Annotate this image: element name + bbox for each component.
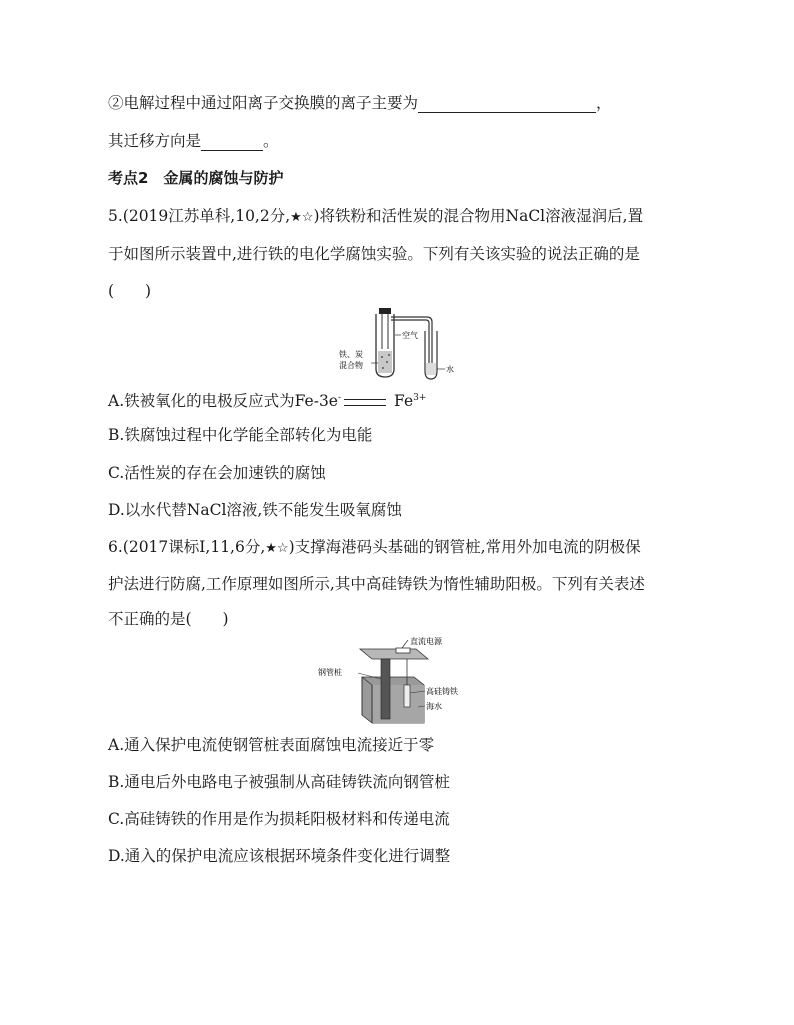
power-source-icon bbox=[396, 648, 410, 653]
connecting-tube bbox=[391, 317, 432, 369]
label-sea: 海水 bbox=[426, 702, 442, 711]
water bbox=[426, 363, 436, 375]
superscript-minus: - bbox=[337, 393, 342, 403]
q5-paren: ( ) bbox=[108, 282, 152, 300]
q6-source: 6.(2017课标Ⅰ,11,6分, bbox=[108, 538, 266, 556]
superscript-3plus: 3+ bbox=[413, 393, 427, 403]
equals-sign bbox=[344, 399, 386, 406]
stopper bbox=[379, 308, 391, 314]
answer-blank[interactable] bbox=[201, 134, 263, 151]
q6-stem-line3: 不正确的是( ) bbox=[108, 610, 229, 628]
label-mixture-2: 混合物 bbox=[339, 361, 363, 370]
difficulty-star-icon: ★☆ bbox=[265, 541, 289, 556]
q5-stem-a: )将铁粉和活性炭的混合物用NaCl溶液湿润后,置 bbox=[313, 207, 644, 225]
steel-pile bbox=[381, 659, 390, 719]
q6-option-c[interactable]: C.高硅铸铁的作用是作为损耗阳极材料和传递电流 bbox=[108, 810, 450, 828]
option-a-text: A.铁被氧化的电极反应式为Fe-3e bbox=[108, 392, 338, 411]
label-pile: 钢管桩 bbox=[318, 668, 342, 677]
fe-text: Fe bbox=[394, 392, 414, 411]
q-prev-line2-text: 其迁移方向是 bbox=[108, 132, 202, 150]
top-plate bbox=[360, 649, 428, 659]
q-prev-line1-text: ②电解过程中通过阳离子交换膜的离子主要为 bbox=[108, 94, 419, 112]
q5-option-a[interactable] bbox=[108, 388, 426, 411]
label-iron: 高硅铸铁 bbox=[426, 687, 458, 696]
q5-stem-line1 bbox=[108, 206, 643, 228]
q5-option-c[interactable]: C.活性炭的存在会加速铁的腐蚀 bbox=[108, 464, 326, 482]
difficulty-star-icon: ★☆ bbox=[290, 210, 314, 225]
q6-figure bbox=[318, 635, 498, 730]
q6-option-d[interactable]: D.通入的保护电流应该根据环境条件变化进行调整 bbox=[108, 847, 451, 865]
section-heading: 考点2 金属的腐蚀与防护 bbox=[108, 169, 284, 187]
q6-option-b[interactable]: B.通电后外电路电子被强制从高硅铸铁流向钢管桩 bbox=[108, 773, 450, 791]
label-air: 空气 bbox=[402, 331, 418, 340]
label-water: 水 bbox=[446, 365, 454, 374]
period: 。 bbox=[263, 132, 279, 150]
comma: ， bbox=[596, 94, 612, 112]
q5-source: 5.(2019江苏单科,10,2分, bbox=[108, 207, 291, 225]
q6-stem-line2: 护法进行防腐,工作原理如图所示,其中高硅铸铁为惰性辅助阳极。下列有关表述 bbox=[108, 575, 645, 593]
high-silicon-iron bbox=[404, 685, 410, 707]
q6-option-a[interactable]: A.通入保护电流使钢管桩表面腐蚀电流接近于零 bbox=[108, 736, 435, 754]
q6-stem-a: )支撑海港码头基础的钢管桩,常用外加电流的阴极保 bbox=[288, 538, 641, 556]
q6-stem-line1 bbox=[108, 537, 641, 559]
label-mixture-1: 铁、炭 bbox=[339, 350, 363, 359]
q-prev-line2 bbox=[108, 131, 279, 151]
iron-carbon-mixture bbox=[378, 351, 392, 373]
q5-option-b[interactable]: B.铁腐蚀过程中化学能全部转化为电能 bbox=[108, 426, 373, 444]
answer-blank[interactable] bbox=[418, 96, 596, 113]
q-prev-line1 bbox=[108, 93, 612, 113]
label-power: 直流电源 bbox=[410, 637, 442, 646]
q5-stem-line2: 于如图所示装置中,进行铁的电化学腐蚀实验。下列有关该实验的说法正确的是 bbox=[108, 245, 640, 263]
q5-option-d[interactable]: D.以水代替NaCl溶液,铁不能发生吸氧腐蚀 bbox=[108, 501, 402, 519]
q5-figure bbox=[335, 305, 465, 381]
